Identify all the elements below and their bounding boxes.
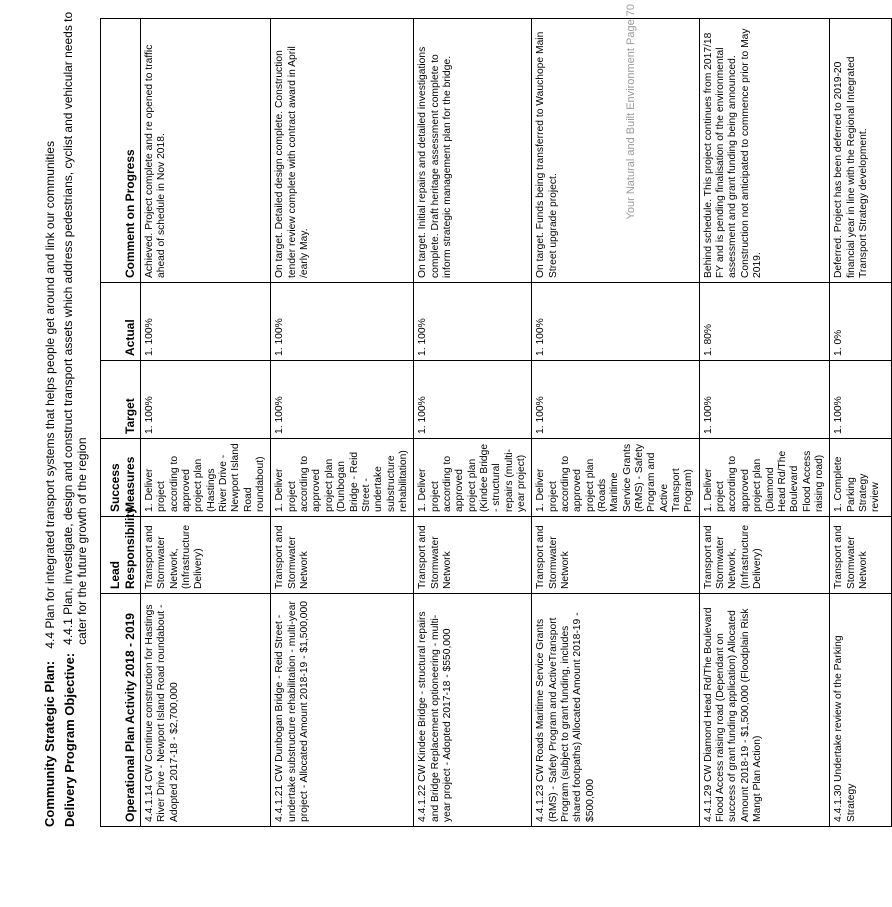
cell-lead: Transport and Stormwater Network (271, 517, 414, 594)
table-row (699, 19, 829, 827)
cell-measures: 1. Deliver project according to approved project plan (Diamond Head Rd/The Boulevard Flood Access raising road) (699, 439, 829, 517)
cell-lead: Transport and Stormwater Network, (Infrastructure Delivery) (699, 517, 829, 594)
cell-activity: 4.4.1.23 CW Roads Maritime Service Grants (RMS) - Safety Program and ActiveTransport Program (subject to grant funding, includes shared footpaths) Allocated Amount 2018-19 - $500,000 (532, 594, 699, 827)
header-target: Target (101, 361, 141, 439)
cell-comment: Deferred. Project has been deferred to 2019-20 financial year in line with the Regional Integrated Transport Strategy development. (830, 19, 892, 283)
cell-target: 1. 100% (414, 361, 532, 439)
cell-target: 1. 100% (699, 361, 829, 439)
cell-actual: 1. 80% (699, 283, 829, 361)
header-comment: Comment on Progress (101, 19, 141, 283)
table-row (141, 19, 271, 827)
delivery-program-objective (62, 7, 90, 827)
cell-actual: 1. 100% (271, 283, 414, 361)
cell-measures: 1. Deliver project according to approved project plan (Roads Maritime Service Grants (RMS) - Safety Program and Active Transport Program) (532, 439, 699, 517)
cell-measures: 1. Deliver project according to approved project plan (Kindee Bridge - structural repairs (multi-year project) (414, 439, 532, 517)
cell-comment: On target. Funds being transferred to Wauchope Main Street upgrade project. (532, 19, 699, 283)
cell-actual: 1. 100% (532, 283, 699, 361)
header-actual: Actual (101, 283, 141, 361)
table-row (271, 19, 414, 827)
cell-lead: Transport and Stormwater Network, (Infrastructure Delivery) (141, 517, 271, 594)
header-lead-responsibility: Lead Responsibility (101, 517, 141, 594)
cell-activity: 4.4.1.22 CW Kindee Bridge - structural repairs and Bridge Replacement optioneering - multi-year project - Adopted 2017-18 - $550,000 (414, 594, 532, 827)
dpo-text: 4.4.1 Plan, investigate, design and construct transport assets which address pedestrians, cyclist and vehicular needs to cater for the future growth of the region (61, 11, 89, 645)
cell-actual: 1. 100% (414, 283, 532, 361)
csp-text: 4.4 Plan for integrated transport systems that helps people get around and link our communities (43, 141, 57, 649)
cell-measures: 1. Complete Parking Strategy review (830, 439, 892, 517)
cell-lead: Transport and Stormwater Network (414, 517, 532, 594)
cell-target: 1. 100% (141, 361, 271, 439)
table-row (830, 19, 892, 827)
cell-comment: Achieved. Project complete and re opened to traffic ahead of schedule in Nov 2018. (141, 19, 271, 283)
cell-lead: Transport and Stormwater Network (532, 517, 699, 594)
dpo-label: Delivery Program Objective: (62, 652, 77, 827)
table-row (414, 19, 532, 827)
cell-activity: 4.4.1.30 Undertake review of the Parking Strategy (830, 594, 892, 827)
cell-activity: 4.4.1.29 CW Diamond Head Rd/The Boulevard Flood Access raising road (Dependant on success of grant funding application) Allocated Amount 2018-19 - $1,500,000 (Floodplain Risk Mangt Plan Action) (699, 594, 829, 827)
cell-actual: 1. 100% (141, 283, 271, 361)
cell-lead: Transport and Stormwater Network (830, 517, 892, 594)
cell-actual: 1. 0% (830, 283, 892, 361)
community-strategic-plan (42, 7, 57, 827)
operational-plan-table (100, 18, 892, 827)
csp-label: Community Strategic Plan: (42, 660, 57, 827)
cell-measures: 1. Deliver project according to approved project plan (Dunbogan Bridge - Reid Street - undertake substructure rehabilitation) (271, 439, 414, 517)
cell-activity: 4.4.1.14 CW Continue construction for Hastings River Drive - Newport Island Road roundabout - Adopted 2017-18 - $2,700,000 (141, 594, 271, 827)
cell-measures: 1. Deliver project according to approved project plan (Hastings River Drive - Newport Island Road roundabout) (141, 439, 271, 517)
header-success-measures: Success Measures (101, 439, 141, 517)
cell-comment: Behind schedule. This project continues from 2017/18 FY and is pending finalisation of the environmental assessment and grant funding being announced. Construction not anticipated to commence prior to May 2019. (699, 19, 829, 283)
header-activity: Operational Plan Activity 2018 - 2019 (101, 594, 141, 827)
table-row (532, 19, 699, 827)
cell-comment: On target. Initial repairs and detailed investigations complete. Draft heritage assessment complete to inform strategic management plan for the bridge. (414, 19, 532, 283)
cell-target: 1. 100% (532, 361, 699, 439)
cell-target: 1. 100% (830, 361, 892, 439)
cell-comment: On target. Detailed design complete. Construction tender review complete with contract award in April /early May. (271, 19, 414, 283)
cell-activity: 4.4.1.21 CW Dunbogan Bridge - Reid Street - undertake substructure rehabilitation - multi-year project - Allocated Amount 2018-19 - $1,500,000 (271, 594, 414, 827)
cell-target: 1. 100% (271, 361, 414, 439)
table-header-row (101, 19, 141, 827)
page-footer: Your Natural and Built Environment Page 70 (625, 4, 637, 220)
